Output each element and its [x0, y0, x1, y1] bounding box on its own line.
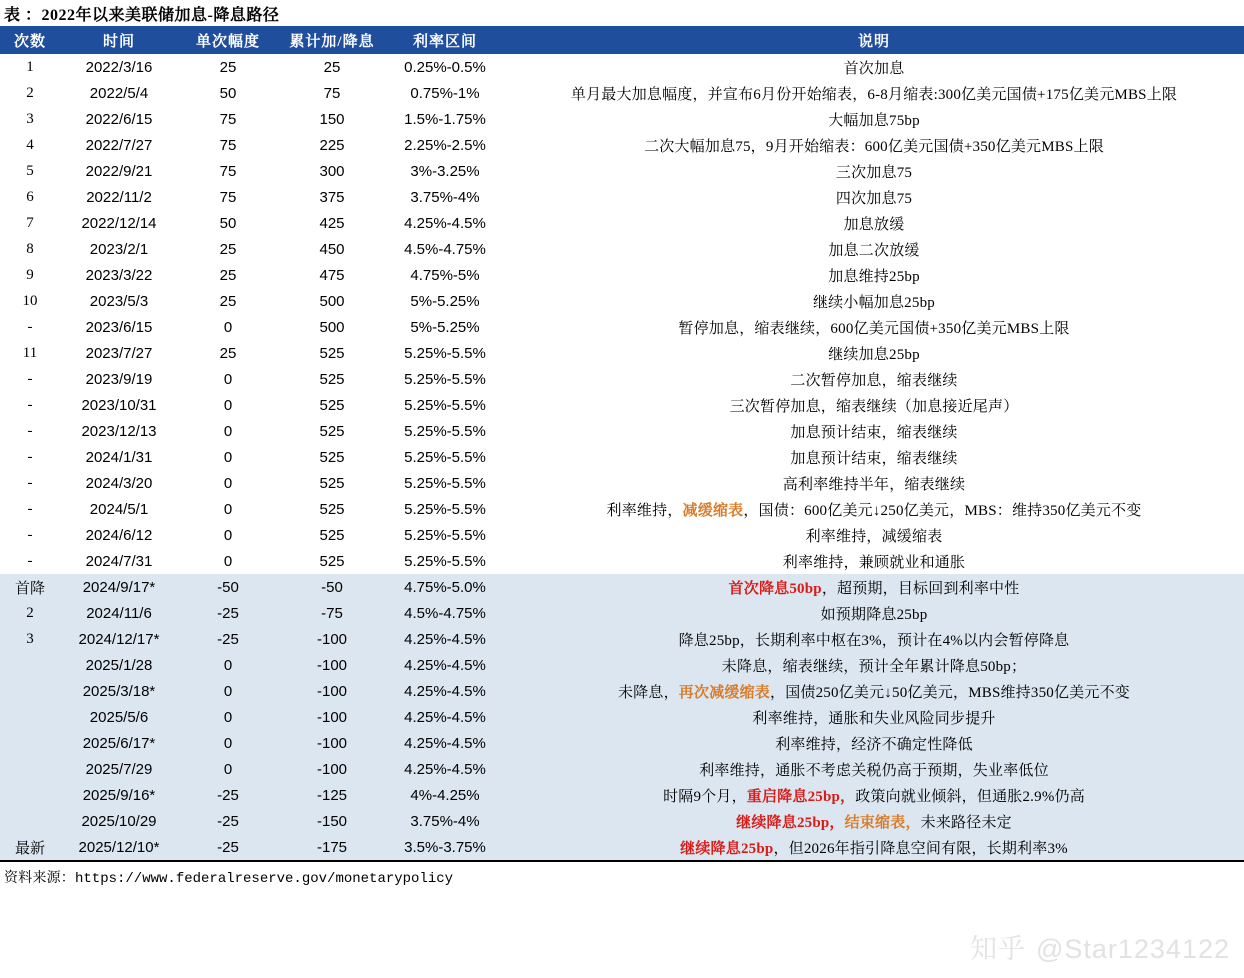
cell-step: 25 — [178, 288, 278, 314]
col-header-range: 利率区间 — [386, 26, 504, 54]
highlight-orange-text: 再次减缓缩表 — [678, 684, 770, 701]
cell-date: 2025/5/6 — [60, 704, 178, 730]
cell-cumulative: 425 — [278, 210, 386, 236]
cell-description — [504, 236, 1244, 262]
cell-description — [504, 262, 1244, 288]
cell-date: 2023/12/13 — [60, 418, 178, 444]
cell-step: 0 — [178, 756, 278, 782]
table-row — [0, 548, 1244, 574]
description-text: 加息预计结束，缩表继续 — [790, 424, 958, 441]
description-text: 加息维持25bp — [828, 268, 920, 285]
table-row — [0, 470, 1244, 496]
cell-rate-range: 3.5%-3.75% — [386, 834, 504, 860]
cell-step: 75 — [178, 158, 278, 184]
cell-date: 2022/7/27 — [60, 132, 178, 158]
cell-count — [0, 652, 60, 678]
cell-cumulative: 525 — [278, 366, 386, 392]
description-text: 未降息， — [617, 684, 679, 701]
cell-count — [0, 678, 60, 704]
cell-rate-range: 4.25%-4.5% — [386, 652, 504, 678]
cell-date: 2025/9/16* — [60, 782, 178, 808]
cell-date: 2025/6/17* — [60, 730, 178, 756]
cell-date: 2025/7/29 — [60, 756, 178, 782]
table-row — [0, 626, 1244, 652]
cell-rate-range: 5.25%-5.5% — [386, 392, 504, 418]
table-row — [0, 496, 1244, 522]
cell-description — [504, 548, 1244, 574]
cell-description — [504, 80, 1244, 106]
description-text: 利率维持，兼顾就业和通胀 — [782, 554, 966, 571]
cell-rate-range: 4.5%-4.75% — [386, 236, 504, 262]
cell-step: 0 — [178, 678, 278, 704]
cell-date: 2023/7/27 — [60, 340, 178, 366]
cell-date: 2024/5/1 — [60, 496, 178, 522]
cell-description — [504, 834, 1244, 860]
source-note — [0, 862, 1244, 887]
cell-cumulative: 450 — [278, 236, 386, 262]
cell-date: 2022/11/2 — [60, 184, 178, 210]
cell-date: 2023/9/19 — [60, 366, 178, 392]
cell-date: 2024/1/31 — [60, 444, 178, 470]
cell-rate-range: 4.25%-4.5% — [386, 704, 504, 730]
cell-count — [0, 730, 60, 756]
fed-rate-path-table — [0, 26, 1244, 860]
cell-date: 2025/3/18* — [60, 678, 178, 704]
cell-description — [504, 470, 1244, 496]
description-text: 二次暂停加息，缩表继续 — [790, 372, 958, 389]
cell-description — [504, 106, 1244, 132]
cell-count — [0, 704, 60, 730]
table-row — [0, 132, 1244, 158]
highlight-red-text: 重启降息25bp， — [746, 788, 856, 805]
cell-step: 0 — [178, 470, 278, 496]
table-row — [0, 236, 1244, 262]
cell-step: 50 — [178, 210, 278, 236]
cell-cumulative: -100 — [278, 678, 386, 704]
description-text: 大幅加息75bp — [828, 112, 920, 129]
cell-step: 0 — [178, 522, 278, 548]
cell-description — [504, 730, 1244, 756]
cell-cumulative: 300 — [278, 158, 386, 184]
description-text: 继续小幅加息25bp — [812, 294, 935, 311]
cell-cumulative: -100 — [278, 756, 386, 782]
table-row — [0, 340, 1244, 366]
cell-description — [504, 704, 1244, 730]
cell-step: 0 — [178, 652, 278, 678]
cell-description — [504, 600, 1244, 626]
watermark-platform: 知乎 — [969, 934, 1026, 964]
cell-description — [504, 418, 1244, 444]
cell-cumulative: 525 — [278, 522, 386, 548]
table-row — [0, 600, 1244, 626]
cell-rate-range: 5.25%-5.5% — [386, 496, 504, 522]
cell-rate-range: 5.25%-5.5% — [386, 522, 504, 548]
description-text: 加息放缓 — [843, 216, 905, 233]
cell-cumulative: 25 — [278, 54, 386, 80]
cell-cumulative: 475 — [278, 262, 386, 288]
description-text: 加息预计结束，缩表继续 — [790, 450, 958, 467]
cell-count: - — [0, 496, 60, 522]
cell-cumulative: -125 — [278, 782, 386, 808]
cell-cumulative: -150 — [278, 808, 386, 834]
cell-date: 2025/10/29 — [60, 808, 178, 834]
cell-cumulative: 525 — [278, 418, 386, 444]
cell-date: 2023/3/22 — [60, 262, 178, 288]
table-row — [0, 756, 1244, 782]
highlight-orange-text: 减缓缩表 — [682, 502, 744, 519]
table-row — [0, 782, 1244, 808]
cell-count: 8 — [0, 236, 60, 262]
table-row — [0, 106, 1244, 132]
description-text: ，国债：600亿美元↓250亿美元，MBS：维持350亿美元不变 — [743, 502, 1142, 519]
cell-step: 0 — [178, 444, 278, 470]
cell-cumulative: -100 — [278, 626, 386, 652]
cell-rate-range: 0.25%-0.5% — [386, 54, 504, 80]
cell-step: 25 — [178, 54, 278, 80]
cell-description — [504, 808, 1244, 834]
cell-cumulative: 225 — [278, 132, 386, 158]
col-header-description: 说明 — [504, 26, 1244, 54]
cell-cumulative: 525 — [278, 548, 386, 574]
cell-date: 2022/3/16 — [60, 54, 178, 80]
cell-description — [504, 158, 1244, 184]
description-text: ，但2026年指引降息空间有限，长期利率3% — [773, 840, 1068, 857]
cell-rate-range: 5%-5.25% — [386, 288, 504, 314]
cell-count: 2 — [0, 600, 60, 626]
cell-description — [504, 756, 1244, 782]
cell-cumulative: -100 — [278, 730, 386, 756]
cell-rate-range: 5%-5.25% — [386, 314, 504, 340]
description-text: 继续加息25bp — [828, 346, 920, 363]
cell-description — [504, 626, 1244, 652]
cell-step: -25 — [178, 782, 278, 808]
cell-description — [504, 574, 1244, 600]
description-text: 利率维持，经济不确定性降低 — [775, 736, 973, 753]
table-body — [0, 54, 1244, 860]
cell-date: 2024/6/12 — [60, 522, 178, 548]
cell-step: 0 — [178, 548, 278, 574]
table-row — [0, 834, 1244, 860]
table-row — [0, 418, 1244, 444]
cell-rate-range: 5.25%-5.5% — [386, 418, 504, 444]
description-text: 未来路径未定 — [920, 814, 1012, 831]
table-row — [0, 444, 1244, 470]
description-text: 高利率维持半年，缩表继续 — [782, 476, 966, 493]
cell-step: 75 — [178, 132, 278, 158]
cell-rate-range: 4.25%-4.5% — [386, 678, 504, 704]
cell-rate-range: 5.25%-5.5% — [386, 470, 504, 496]
cell-date: 2022/12/14 — [60, 210, 178, 236]
cell-date: 2022/5/4 — [60, 80, 178, 106]
cell-cumulative: 525 — [278, 470, 386, 496]
cell-count: 3 — [0, 626, 60, 652]
cell-step: -25 — [178, 834, 278, 860]
cell-count: 2 — [0, 80, 60, 106]
cell-step: 0 — [178, 366, 278, 392]
cell-cumulative: -100 — [278, 704, 386, 730]
cell-date: 2022/9/21 — [60, 158, 178, 184]
cell-count: 9 — [0, 262, 60, 288]
col-header-step: 单次幅度 — [178, 26, 278, 54]
cell-count: - — [0, 548, 60, 574]
cell-count — [0, 808, 60, 834]
cell-date: 2023/2/1 — [60, 236, 178, 262]
cell-count: - — [0, 470, 60, 496]
description-text: ，国债250亿美元↓50亿美元，MBS维持350亿美元不变 — [770, 684, 1130, 701]
description-text: 政策向就业倾斜，但通胀2.9%仍高 — [855, 788, 1085, 805]
cell-count: 4 — [0, 132, 60, 158]
cell-cumulative: -75 — [278, 600, 386, 626]
cell-cumulative: 525 — [278, 340, 386, 366]
cell-description — [504, 678, 1244, 704]
cell-description — [504, 288, 1244, 314]
description-text: 利率维持，通胀不考虑关税仍高于预期，失业率低位 — [699, 762, 1049, 779]
cell-description — [504, 366, 1244, 392]
cell-date: 2022/6/15 — [60, 106, 178, 132]
cell-rate-range: 4.25%-4.5% — [386, 756, 504, 782]
cell-count: 3 — [0, 106, 60, 132]
table-row — [0, 158, 1244, 184]
cell-cumulative: 500 — [278, 314, 386, 340]
cell-step: 0 — [178, 392, 278, 418]
cell-date: 2024/12/17* — [60, 626, 178, 652]
description-text: 利率维持，通胀和失业风险同步提升 — [752, 710, 996, 727]
cell-count: - — [0, 522, 60, 548]
cell-date: 2024/11/6 — [60, 600, 178, 626]
cell-cumulative: 525 — [278, 496, 386, 522]
col-header-count: 次数 — [0, 26, 60, 54]
cell-step: 50 — [178, 80, 278, 106]
cell-step: 25 — [178, 262, 278, 288]
table-row — [0, 184, 1244, 210]
cell-count: 6 — [0, 184, 60, 210]
cell-description — [504, 496, 1244, 522]
cell-count — [0, 782, 60, 808]
table-row — [0, 314, 1244, 340]
cell-rate-range: 4.75%-5% — [386, 262, 504, 288]
cell-step: 0 — [178, 496, 278, 522]
highlight-red-text: 继续降息25bp， — [736, 814, 845, 831]
cell-cumulative: 150 — [278, 106, 386, 132]
cell-count: 11 — [0, 340, 60, 366]
cell-rate-range: 2.25%-2.5% — [386, 132, 504, 158]
table-row — [0, 704, 1244, 730]
table-header-row — [0, 26, 1244, 54]
cell-step: 0 — [178, 418, 278, 444]
cell-date: 2024/7/31 — [60, 548, 178, 574]
cell-rate-range: 5.25%-5.5% — [386, 444, 504, 470]
table-row — [0, 210, 1244, 236]
cell-count: - — [0, 366, 60, 392]
cell-cumulative: -50 — [278, 574, 386, 600]
col-header-cumulative: 累计加/降息 — [278, 26, 386, 54]
cell-count: 10 — [0, 288, 60, 314]
cell-description — [504, 392, 1244, 418]
cell-cumulative: -100 — [278, 652, 386, 678]
cell-step: -50 — [178, 574, 278, 600]
cell-date: 2024/3/20 — [60, 470, 178, 496]
cell-rate-range: 0.75%-1% — [386, 80, 504, 106]
description-text: 二次大幅加息75，9月开始缩表：600亿美元国债+350亿美元MBS上限 — [644, 138, 1104, 155]
table-row — [0, 366, 1244, 392]
description-text: 未降息，缩表继续，预计全年累计降息50bp； — [721, 658, 1027, 675]
highlight-red-text: 继续降息25bp — [680, 840, 774, 857]
cell-count — [0, 756, 60, 782]
table-row — [0, 392, 1244, 418]
cell-rate-range: 5.25%-5.5% — [386, 366, 504, 392]
description-text: 时隔9个月， — [663, 788, 747, 805]
description-text: 三次加息75 — [835, 164, 913, 181]
cell-step: -25 — [178, 600, 278, 626]
cell-count: 最新 — [0, 834, 60, 860]
cell-step: 0 — [178, 730, 278, 756]
cell-rate-range: 4%-4.25% — [386, 782, 504, 808]
description-text: 暂停加息，缩表继续，600亿美元国债+350亿美元MBS上限 — [678, 320, 1070, 337]
cell-rate-range: 3.75%-4% — [386, 184, 504, 210]
cell-date: 2023/5/3 — [60, 288, 178, 314]
cell-step: 25 — [178, 340, 278, 366]
description-text: 四次加息75 — [835, 190, 913, 207]
cell-date: 2023/6/15 — [60, 314, 178, 340]
cell-step: -25 — [178, 808, 278, 834]
cell-date: 2025/12/10* — [60, 834, 178, 860]
description-text: 三次暂停加息，缩表继续（加息接近尾声） — [729, 398, 1019, 415]
cell-count: 首降 — [0, 574, 60, 600]
cell-step: -25 — [178, 626, 278, 652]
table-row — [0, 730, 1244, 756]
cell-description — [504, 652, 1244, 678]
watermark-user: @Star1234122 — [1035, 934, 1230, 964]
table-row — [0, 522, 1244, 548]
cell-description — [504, 54, 1244, 80]
cell-count: - — [0, 392, 60, 418]
cell-rate-range: 4.25%-4.5% — [386, 730, 504, 756]
table-row — [0, 288, 1244, 314]
cell-rate-range: 3.75%-4% — [386, 808, 504, 834]
table-row — [0, 80, 1244, 106]
table-row — [0, 262, 1244, 288]
source-url[interactable]: https://www.federalreserve.gov/monetarypolicy — [75, 871, 454, 887]
cell-description — [504, 314, 1244, 340]
col-header-date: 时间 — [60, 26, 178, 54]
cell-count: - — [0, 418, 60, 444]
source-label: 资料来源： — [4, 871, 75, 886]
table-row — [0, 574, 1244, 600]
description-text: 利率维持，减缓缩表 — [805, 528, 943, 545]
cell-date: 2025/1/28 — [60, 652, 178, 678]
cell-rate-range: 4.25%-4.5% — [386, 210, 504, 236]
cell-count: 7 — [0, 210, 60, 236]
cell-step: 0 — [178, 704, 278, 730]
highlight-orange-text: 结束缩表， — [844, 814, 921, 831]
cell-rate-range: 5.25%-5.5% — [386, 340, 504, 366]
cell-cumulative: 75 — [278, 80, 386, 106]
cell-step: 25 — [178, 236, 278, 262]
table-row — [0, 54, 1244, 80]
table-row — [0, 808, 1244, 834]
cell-cumulative: 500 — [278, 288, 386, 314]
page-title: 表 ：2022年以来美联储加息-降息路径 — [4, 6, 280, 24]
cell-cumulative: 525 — [278, 392, 386, 418]
cell-count: - — [0, 314, 60, 340]
cell-rate-range: 4.75%-5.0% — [386, 574, 504, 600]
cell-description — [504, 340, 1244, 366]
cell-step: 75 — [178, 184, 278, 210]
cell-rate-range: 3%-3.25% — [386, 158, 504, 184]
description-text: 首次加息 — [843, 60, 905, 77]
table-row — [0, 652, 1244, 678]
watermark — [970, 927, 1230, 966]
cell-date: 2023/10/31 — [60, 392, 178, 418]
highlight-red-text: 首次降息50bp — [728, 580, 822, 597]
cell-description — [504, 210, 1244, 236]
description-text: 降息25bp，长期利率中枢在3%，预计在4%以内会暂停降息 — [678, 632, 1070, 649]
description-text: 如预期降息25bp — [820, 606, 928, 623]
description-text: 利率维持， — [606, 502, 683, 519]
cell-rate-range: 1.5%-1.75% — [386, 106, 504, 132]
cell-description — [504, 444, 1244, 470]
cell-description — [504, 522, 1244, 548]
cell-count: 1 — [0, 54, 60, 80]
cell-description — [504, 132, 1244, 158]
cell-step: 0 — [178, 314, 278, 340]
cell-count: 5 — [0, 158, 60, 184]
cell-step: 75 — [178, 106, 278, 132]
cell-rate-range: 5.25%-5.5% — [386, 548, 504, 574]
cell-description — [504, 782, 1244, 808]
cell-cumulative: -175 — [278, 834, 386, 860]
cell-rate-range: 4.5%-4.75% — [386, 600, 504, 626]
cell-cumulative: 525 — [278, 444, 386, 470]
description-text: ，超预期，目标回到利率中性 — [821, 580, 1020, 597]
cell-count: - — [0, 444, 60, 470]
description-text: 加息二次放缓 — [828, 242, 920, 259]
cell-date: 2024/9/17* — [60, 574, 178, 600]
description-text: 单月最大加息幅度，并宣布6月份开始缩表，6-8月缩表:300亿美元国债+175亿美元MBS上限 — [570, 86, 1178, 103]
table-row — [0, 678, 1244, 704]
cell-cumulative: 375 — [278, 184, 386, 210]
cell-rate-range: 4.25%-4.5% — [386, 626, 504, 652]
cell-description — [504, 184, 1244, 210]
